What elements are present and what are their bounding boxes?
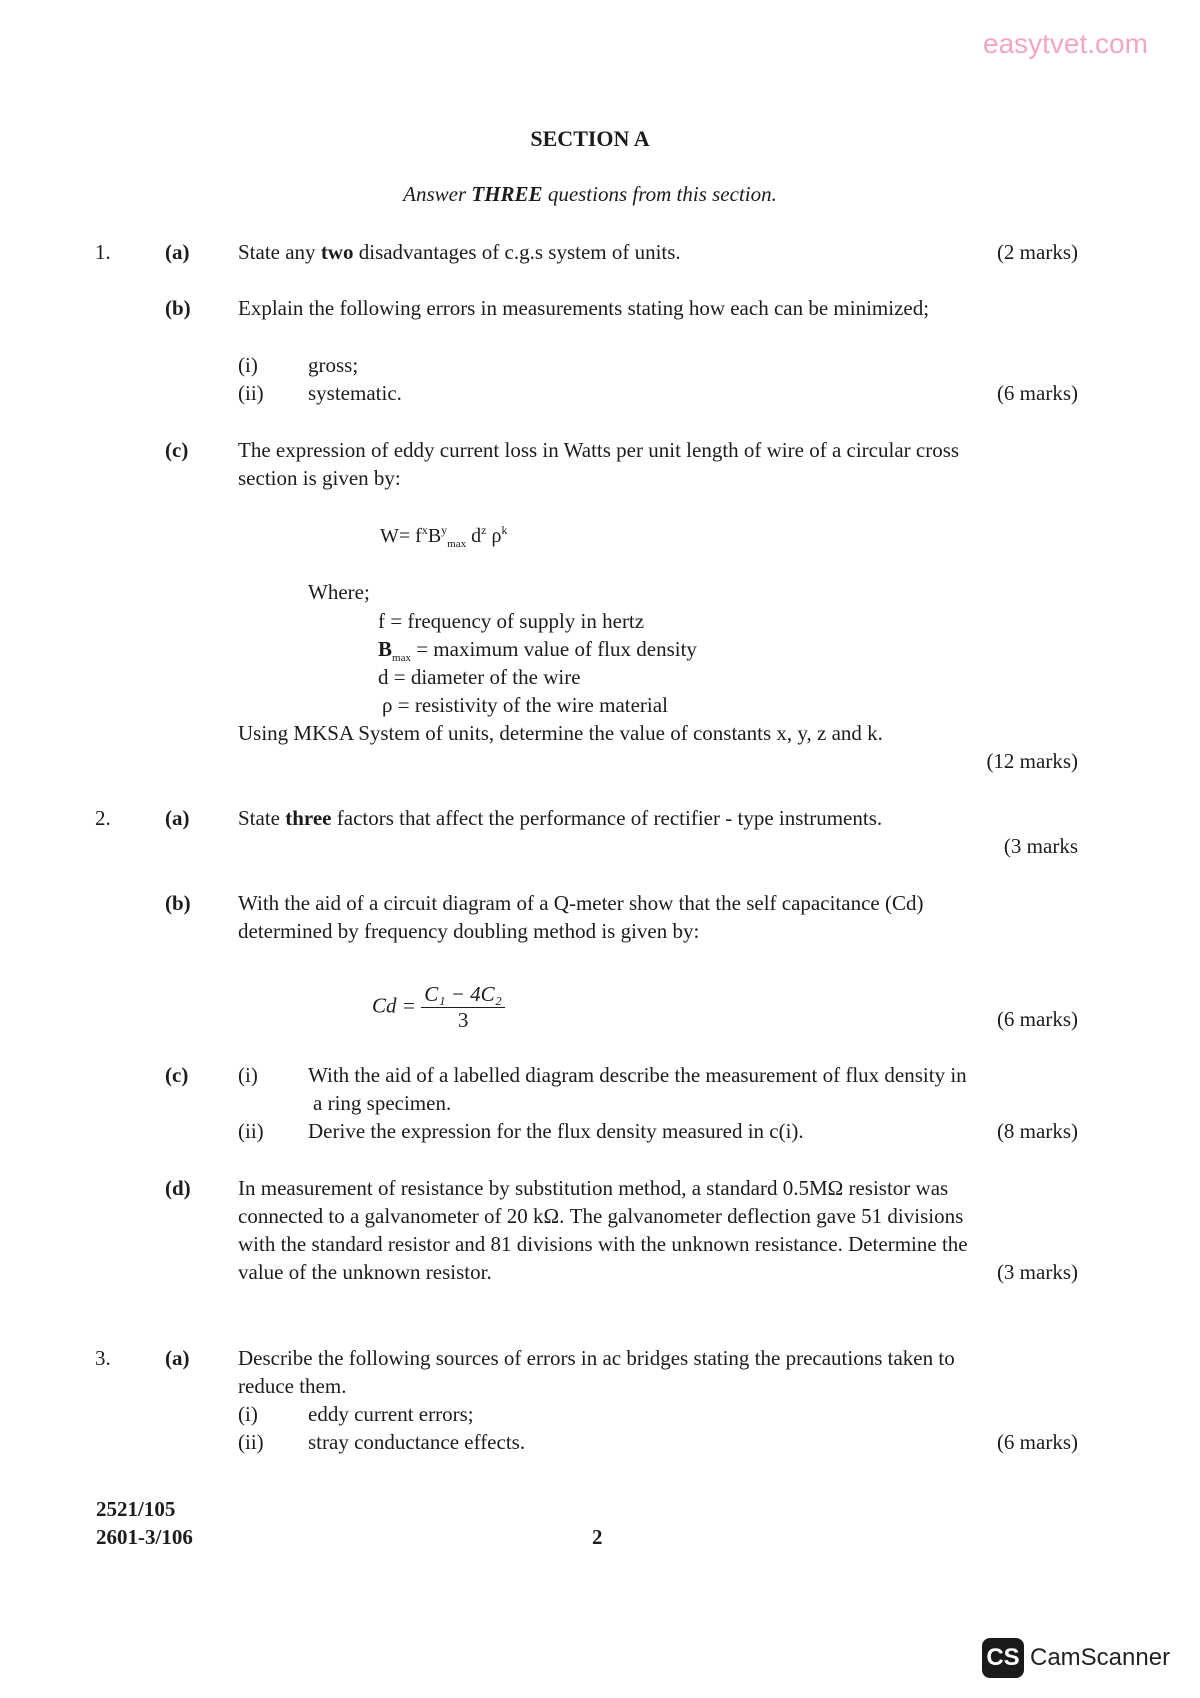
question-1-number: 1.: [95, 240, 111, 264]
q2b-label: (b): [165, 891, 191, 915]
cs-icon: CS: [982, 1638, 1024, 1678]
q3a-line1: Describe the following sources of errors in ac bridges stating the precautions taken to: [238, 1346, 955, 1370]
q3a-item-label: (ii): [238, 1430, 264, 1454]
q2b-marks: (6 marks): [996, 1007, 1078, 1031]
q1b-marks: (6 marks): [996, 381, 1078, 405]
q2a-label: (a): [165, 806, 190, 830]
q1b-label: (b): [165, 296, 191, 320]
q1b-text: Explain the following errors in measurements stating how each can be minimized;: [238, 296, 930, 320]
q2c-label: (c): [165, 1063, 189, 1087]
camscanner-logo: [982, 1638, 1170, 1678]
q3a-item-label: (i): [238, 1402, 258, 1426]
def-resistivity: ρ = resistivity of the wire material: [382, 693, 668, 717]
q3a-item-text: eddy current errors;: [308, 1402, 474, 1426]
def-frequency: f = frequency of supply in hertz: [378, 609, 645, 633]
q2c-i-label: (i): [238, 1063, 258, 1087]
def-diameter: d = diameter of the wire: [378, 665, 581, 689]
q1c-marks: (12 marks): [986, 749, 1078, 773]
section-title: SECTION A: [530, 126, 650, 151]
q1b-item-text: gross;: [308, 353, 359, 377]
page-number: 2: [592, 1525, 603, 1549]
section-instruction: Answer THREE questions from this section.: [403, 182, 777, 206]
q1a-label: (a): [165, 240, 190, 264]
fraction-denominator: 3: [457, 1008, 469, 1032]
q1a-marks: (2 marks): [996, 240, 1078, 264]
q1b-item-text: systematic.: [308, 381, 402, 405]
q2d-line3: with the standard resistor and 81 divisions with the unknown resistance. Determine the: [238, 1232, 968, 1256]
q2d-label: (d): [165, 1176, 191, 1200]
q2d-line1: In measurement of resistance by substitution method, a standard 0.5MΩ resistor was: [238, 1176, 949, 1200]
q3a-line2: reduce them.: [238, 1374, 347, 1398]
q2c-ii-text: Derive the expression for the flux density measured in c(i).: [308, 1119, 804, 1143]
q2c-i-line2: a ring specimen.: [313, 1091, 452, 1115]
q2a-marks: (3 marks: [1003, 834, 1078, 858]
q1b-item-label: (ii): [238, 381, 264, 405]
q2d-marks: (3 marks): [996, 1260, 1078, 1284]
where-label: Where;: [308, 580, 370, 604]
paper-code-1: 2521/105: [96, 1497, 176, 1521]
q2d-line2: connected to a galvanometer of 20 kΩ. The galvanometer deflection gave 51 divisions: [238, 1204, 964, 1228]
q3a-label: (a): [165, 1346, 190, 1370]
q1a-text: State any two disadvantages of c.g.s system of units.: [238, 240, 681, 264]
q1b-item-label: (i): [238, 353, 258, 377]
q2a-text: State three factors that affect the performance of rectifier - type instruments.: [238, 806, 883, 830]
q2c-i-line1: With the aid of a labelled diagram describe the measurement of flux density in: [308, 1063, 967, 1087]
self-capacitance-formula: Cd = $\frac{\text{C₁ − 4C₂}}{3}$: [372, 982, 505, 1033]
q2d-line4: value of the unknown resistor.: [238, 1260, 492, 1284]
q1c-label: (c): [165, 438, 189, 462]
eddy-loss-formula: $W= f^xB^y_{max}$ $d^z$ $\rho^k$: [380, 523, 508, 550]
fraction-numerator: C₁ − 4C₂: [421, 982, 505, 1008]
q2b-text-line2: determined by frequency doubling method is given by:: [238, 919, 700, 943]
q3a-item-text: stray conductance effects.: [308, 1430, 526, 1454]
watermark: easytvet.com: [983, 28, 1148, 59]
camscanner-label: CamScanner: [1030, 1644, 1171, 1671]
q3a-marks: (6 marks): [996, 1430, 1078, 1454]
q2c-marks: (8 marks): [996, 1119, 1078, 1143]
paper-code-2: 2601-3/106: [96, 1525, 193, 1549]
q1c-instruction: Using MKSA System of units, determine the value of constants x, y, z and k.: [238, 721, 883, 745]
question-3-number: 3.: [95, 1346, 111, 1370]
q1c-text-line1: The expression of eddy current loss in Watts per unit length of wire of a circular cross: [238, 438, 960, 462]
q1c-text-line2: section is given by:: [238, 466, 401, 490]
question-2-number: 2.: [95, 806, 111, 830]
q2c-ii-label: (ii): [238, 1119, 264, 1143]
def-bmax: $B_{max}$ = maximum value of flux density: [378, 637, 697, 664]
q2b-text-line1: With the aid of a circuit diagram of a Q-meter show that the self capacitance (Cd): [238, 891, 924, 915]
